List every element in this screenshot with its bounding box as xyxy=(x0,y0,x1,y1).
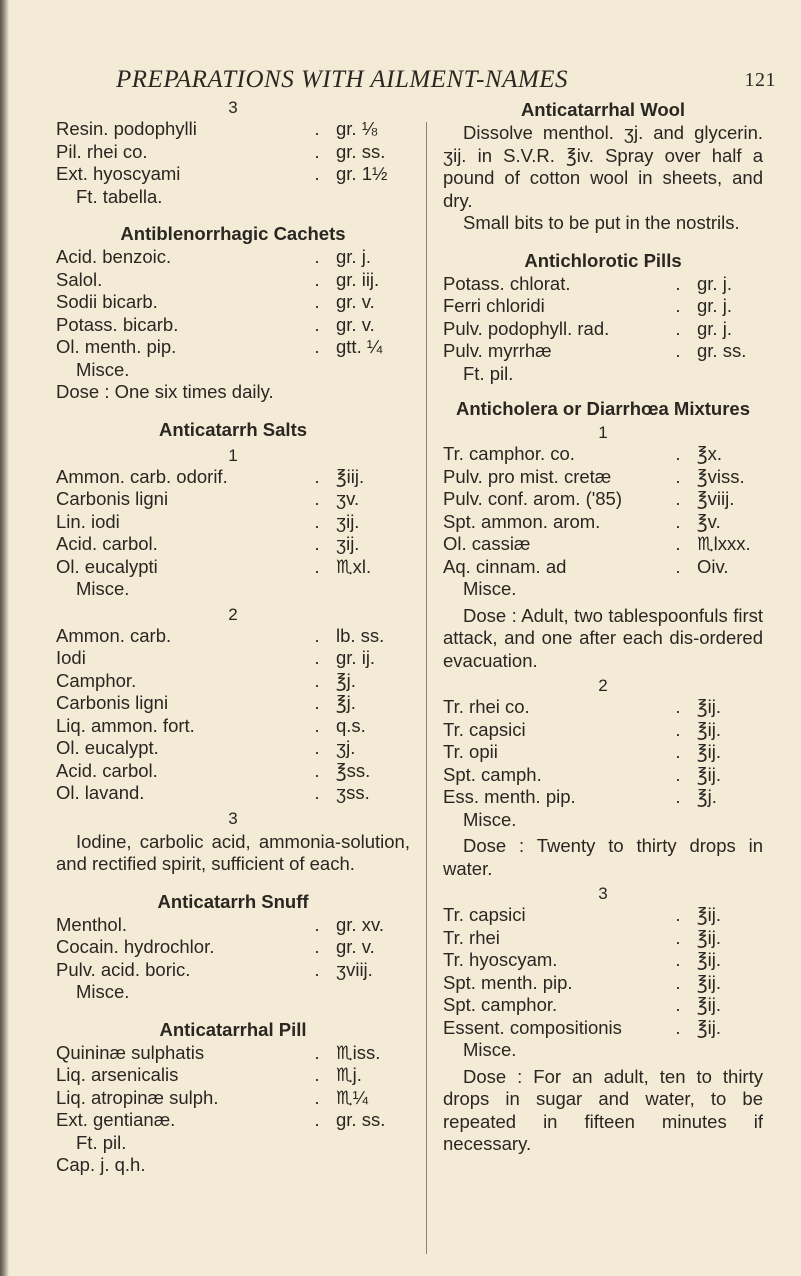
formula-row: Ol. eucalypti . ♏xl. xyxy=(56,556,410,579)
misce-note: Misce. xyxy=(76,578,130,599)
section-number: 2 xyxy=(598,676,608,695)
cholera-list-1 xyxy=(443,443,763,578)
formula-row: Salol. . gr. iij. xyxy=(56,269,410,292)
section-number: 1 xyxy=(598,423,608,442)
quantity: Oiv. xyxy=(697,555,729,577)
formula-note: Ft. pil. xyxy=(76,1131,127,1153)
formula-row: Potass. bicarb. . gr. v. xyxy=(56,314,410,337)
running-header xyxy=(116,66,776,102)
ingredient: Pil. rhei co. xyxy=(56,140,148,162)
ingredient: Spt. ammon. arom. xyxy=(443,510,601,532)
formula-row: Liq. arsenicalis . ♏j. xyxy=(56,1064,410,1087)
ingredient: Iodi xyxy=(56,647,86,668)
quantity: gr. ss. xyxy=(697,340,747,361)
ingredient: Spt. camphor. xyxy=(443,994,558,1015)
misce-note: Misce. xyxy=(463,578,517,599)
ingredient: Lin. iodi xyxy=(56,510,120,532)
dose-note: Dose : For an adult, ten to thirty drops in sugar and water, to be repeated in fifteen minutes if necessary. xyxy=(443,1065,763,1154)
wool-usage: Small bits to be put in the nostrils. xyxy=(463,212,740,233)
formula-row: Ammon. carb. . lb. ss. xyxy=(56,625,410,648)
formula-row: Menthol. . gr. xv. xyxy=(56,914,410,937)
formula-row: Spt. camphor. . ℥ij. xyxy=(443,994,763,1017)
quantity: ℥iij. xyxy=(336,465,365,487)
formula-row: Ammon. carb. odorif. . ℥iij. xyxy=(56,466,410,489)
ingredient: Tr. rhei xyxy=(443,926,500,948)
misce-note: Misce. xyxy=(76,981,130,1002)
section-heading-wool: Anticatarrhal Wool xyxy=(520,99,686,120)
ingredient: Tr. camphor. co. xyxy=(443,443,575,464)
quantity: ʒj. xyxy=(336,737,356,758)
formula-row: Tr. rhei . ℥ij. xyxy=(443,927,763,950)
quantity: ℥ij. xyxy=(697,926,722,948)
quantity: q.s. xyxy=(336,714,366,736)
section-number: 3 xyxy=(228,808,238,828)
quantity: gr. j. xyxy=(697,295,732,316)
quantity: ℥j. xyxy=(697,786,717,807)
quantity: ʒss. xyxy=(336,782,370,803)
formula-row: Ol. eucalypt. . ʒj. xyxy=(56,737,410,760)
ingredient: Quininæ sulphatis xyxy=(56,1041,205,1063)
ingredient: Liq. ammon. fort. xyxy=(56,714,195,736)
running-title: PREPARATIONS WITH AILMENT-NAMES xyxy=(116,66,569,93)
formula-row: Tr. capsici . ℥ij. xyxy=(443,719,763,742)
ingredient: Carbonis ligni xyxy=(56,692,169,713)
ingredient: Cocain. hydrochlor. xyxy=(56,936,215,957)
ingredient: Liq. arsenicalis xyxy=(56,1064,179,1085)
quantity: gr. j. xyxy=(697,317,732,339)
quantity: gr. ⅛ xyxy=(336,118,378,139)
formula-row: Tr. opii . ℥ij. xyxy=(443,741,763,764)
quantity: ℥v. xyxy=(697,510,721,532)
dose-note: Dose : One six times daily. xyxy=(56,381,274,402)
formula-row: Tr. camphor. co. . ℥x. xyxy=(443,443,763,466)
first-formula-list xyxy=(56,118,410,186)
ingredient: Ext. gentianæ. xyxy=(56,1109,176,1130)
column-divider xyxy=(426,122,427,1254)
formula-row: Ol. menth. pip. . gtt. ¼ xyxy=(56,336,410,359)
ingredient: Spt. menth. pip. xyxy=(443,971,573,993)
page-number: 121 xyxy=(744,69,776,91)
misce-note: Misce. xyxy=(76,358,130,380)
quantity: ʒij. xyxy=(336,510,360,532)
section-heading-pill: Anticatarrhal Pill xyxy=(159,1018,307,1040)
ingredient: Ol. menth. pip. xyxy=(56,336,177,357)
quantity: ♏lxxx. xyxy=(697,533,751,554)
cholera-list-2 xyxy=(443,696,763,809)
ingredient: Acid. carbol. xyxy=(56,759,158,781)
quantity: ℥ij. xyxy=(697,718,722,740)
ingredient: Ammon. carb. odorif. xyxy=(56,465,228,487)
ingredient: Ol. eucalypt. xyxy=(56,737,159,758)
formula-row: Spt. camph. . ℥ij. xyxy=(443,764,763,787)
formula-row: Tr. rhei co. . ℥ij. xyxy=(443,696,763,719)
ingredient: Pulv. conf. arom. ('85) xyxy=(443,488,623,509)
formula-row: Acid. carbol. . ʒij. xyxy=(56,533,410,556)
ingredient: Menthol. xyxy=(56,913,127,935)
quantity: ℥ij. xyxy=(697,696,722,717)
ingredient: Tr. opii xyxy=(443,741,498,762)
quantity: gr. v. xyxy=(336,936,375,957)
formula-row: Ext. hyoscyami . gr. 1½ xyxy=(56,163,410,186)
ingredient: Tr. hyoscyam. xyxy=(443,949,558,970)
ingredient: Ammon. carb. xyxy=(56,624,172,646)
quantity: lb. ss. xyxy=(336,624,385,646)
formula-row: Camphor. . ℥j. xyxy=(56,670,410,693)
quantity: ♏¼ xyxy=(336,1086,369,1108)
chlorotic-list xyxy=(443,273,763,363)
formula-row: Tr. hyoscyam. . ℥ij. xyxy=(443,949,763,972)
quantity: gr. j. xyxy=(697,272,732,294)
dose-note: Dose : Adult, two tablespoonfuls first attack, and one after each dis-ordered evacuation. xyxy=(443,604,763,671)
ingredient: Aq. cinnam. ad xyxy=(443,555,567,577)
formula-row: Ext. gentianæ. . gr. ss. xyxy=(56,1109,410,1132)
quantity: ℥ss. xyxy=(336,759,371,781)
quantity: ℥ij. xyxy=(697,763,722,785)
quantity: ℥ij. xyxy=(697,904,722,925)
quantity: ℥ij. xyxy=(697,994,722,1015)
quantity: ℥ij. xyxy=(697,949,722,970)
formula-row: Acid. benzoic. . gr. j. xyxy=(56,246,410,269)
quantity: gr. ij. xyxy=(336,647,376,668)
quantity: ℥ij. xyxy=(697,971,722,993)
quantity: ℥ij. xyxy=(697,1016,722,1038)
section-number: 3 xyxy=(228,98,238,117)
ingredient: Ol. eucalypti xyxy=(56,555,158,577)
formula-row: Cocain. hydrochlor. . gr. v. xyxy=(56,936,410,959)
quantity: gr. xv. xyxy=(336,913,384,935)
ingredient: Pulv. acid. boric. xyxy=(56,958,191,980)
formula-row: Quininæ sulphatis . ♏iss. xyxy=(56,1042,410,1065)
quantity: ℥j. xyxy=(336,692,356,713)
formula-row: Spt. menth. pip. . ℥ij. xyxy=(443,972,763,995)
pill-list xyxy=(56,1042,410,1132)
formula-row: Resin. podophylli . gr. ⅛ xyxy=(56,118,410,141)
cholera-list-3 xyxy=(443,904,763,1039)
quantity: ℥viij. xyxy=(697,488,735,509)
section-heading-cachets: Antiblenorrhagic Cachets xyxy=(120,223,346,244)
section-number: 3 xyxy=(598,884,608,903)
ingredient: Sodii bicarb. xyxy=(56,291,158,312)
formula-row: Liq. atropinæ sulph. . ♏¼ xyxy=(56,1087,410,1110)
ingredient: Ferri chloridi xyxy=(443,295,545,316)
left-column xyxy=(56,98,410,1177)
cachets-list xyxy=(56,246,410,359)
formula-row: Essent. compositionis . ℥ij. xyxy=(443,1017,763,1040)
quantity: ʒv. xyxy=(336,488,360,509)
quantity: ℥viss. xyxy=(697,465,745,487)
ingredient: Ess. menth. pip. xyxy=(443,786,576,807)
quantity: ʒviij. xyxy=(336,958,373,980)
section-heading-snuff: Anticatarrh Snuff xyxy=(157,890,309,912)
formula-note: Ft. tabella. xyxy=(76,185,163,207)
formula-row: Pulv. pro mist. cretæ . ℥viss. xyxy=(443,466,763,489)
formula-row: Ferri chloridi . gr. j. xyxy=(443,295,763,318)
ingredient: Pulv. pro mist. cretæ xyxy=(443,465,612,487)
ingredient: Liq. atropinæ sulph. xyxy=(56,1086,219,1108)
formula-row: Lin. iodi . ʒij. xyxy=(56,511,410,534)
formula-row: Sodii bicarb. . gr. v. xyxy=(56,291,410,314)
formula-row: Spt. ammon. arom. . ℥v. xyxy=(443,511,763,534)
formula-row: Carbonis ligni . ʒv. xyxy=(56,488,410,511)
ingredient: Carbonis ligni xyxy=(56,488,169,509)
ingredient: Acid. benzoic. xyxy=(56,246,172,267)
quantity: gr. iij. xyxy=(336,268,380,290)
ingredient: Ol. lavand. xyxy=(56,782,145,803)
formula-row: Acid. carbol. . ℥ss. xyxy=(56,760,410,783)
quantity: gr. ss. xyxy=(336,140,386,162)
ingredient: Salol. xyxy=(56,268,103,290)
formula-row: Carbonis ligni . ℥j. xyxy=(56,692,410,715)
wool-instructions: Dissolve menthol. ʒj. and glycerin. ʒij. in S.V.R. ℥iv. Spray over half a pound of cotton wool in sheets, and dry. xyxy=(443,122,763,211)
formula-row: Tr. capsici . ℥ij. xyxy=(443,904,763,927)
ingredient: Essent. compositionis xyxy=(443,1016,622,1038)
ingredient: Tr. capsici xyxy=(443,718,526,740)
formula-row: Ol. lavand. . ʒss. xyxy=(56,782,410,805)
quantity: gtt. ¼ xyxy=(336,336,383,357)
dose-note: Dose : Twenty to thirty drops in water. xyxy=(443,835,763,879)
quantity: ♏iss. xyxy=(336,1041,381,1063)
misce-note: Misce. xyxy=(463,808,517,830)
snuff-list xyxy=(56,914,410,982)
quantity: gr. j. xyxy=(336,246,371,267)
ingredient: Ext. hyoscyami xyxy=(56,163,181,184)
formula-row: Pil. rhei co. . gr. ss. xyxy=(56,141,410,164)
section-heading-salts: Anticatarrh Salts xyxy=(158,418,308,440)
quantity: ℥j. xyxy=(336,669,356,691)
ingredient: Ol. cassiæ xyxy=(443,533,531,554)
salts-list-2 xyxy=(56,625,410,805)
section-heading-cholera: Anticholera or Diarrhœa Mixtures xyxy=(455,398,750,419)
misce-note: Misce. xyxy=(463,1039,517,1060)
section-heading-chlorotic: Antichlorotic Pills xyxy=(524,249,682,271)
ingredient: Tr. capsici xyxy=(443,904,526,925)
formula-row: Liq. ammon. fort. . q.s. xyxy=(56,715,410,738)
ingredient: Potass. bicarb. xyxy=(56,313,179,335)
formula-note: Ft. pil. xyxy=(463,362,514,384)
formula-row: Iodi . gr. ij. xyxy=(56,647,410,670)
quantity: ♏j. xyxy=(336,1064,362,1085)
formula-row: Pulv. podophyll. rad. . gr. j. xyxy=(443,318,763,341)
ingredient: Camphor. xyxy=(56,669,137,691)
book-spine-shadow xyxy=(0,0,9,1276)
ingredient: Resin. podophylli xyxy=(56,118,197,139)
formula-row: Pulv. acid. boric. . ʒviij. xyxy=(56,959,410,982)
quantity: ℥ij. xyxy=(697,741,722,762)
ingredient: Pulv. podophyll. rad. xyxy=(443,317,610,339)
formula-row: Ess. menth. pip. . ℥j. xyxy=(443,786,763,809)
formula-row: Potass. chlorat. . gr. j. xyxy=(443,273,763,296)
section-number: 2 xyxy=(228,604,238,624)
quantity: ʒij. xyxy=(336,533,360,554)
quantity: ℥x. xyxy=(697,443,723,464)
salts-list-1 xyxy=(56,466,410,579)
salts-3-text: Iodine, carbolic acid, ammonia-solution, and rectified spirit, sufficient of each. xyxy=(56,830,410,874)
ingredient: Spt. camph. xyxy=(443,763,542,785)
right-column xyxy=(443,98,763,1156)
ingredient: Potass. chlorat. xyxy=(443,272,571,294)
quantity: gr. v. xyxy=(336,313,375,335)
ingredient: Acid. carbol. xyxy=(56,533,158,554)
quantity: ♏xl. xyxy=(336,555,372,577)
section-number: 1 xyxy=(228,445,238,465)
formula-row: Pulv. conf. arom. ('85) . ℥viij. xyxy=(443,488,763,511)
quantity: gr. 1½ xyxy=(336,163,388,184)
formula-row: Pulv. myrrhæ . gr. ss. xyxy=(443,340,763,363)
ingredient: Pulv. myrrhæ xyxy=(443,340,552,361)
formula-row: Aq. cinnam. ad . Oiv. xyxy=(443,556,763,579)
quantity: gr. v. xyxy=(336,291,375,312)
dosage-note: Cap. j. q.h. xyxy=(56,1154,146,1175)
quantity: gr. ss. xyxy=(336,1109,386,1130)
formula-row: Ol. cassiæ . ♏lxxx. xyxy=(443,533,763,556)
ingredient: Tr. rhei co. xyxy=(443,696,530,717)
